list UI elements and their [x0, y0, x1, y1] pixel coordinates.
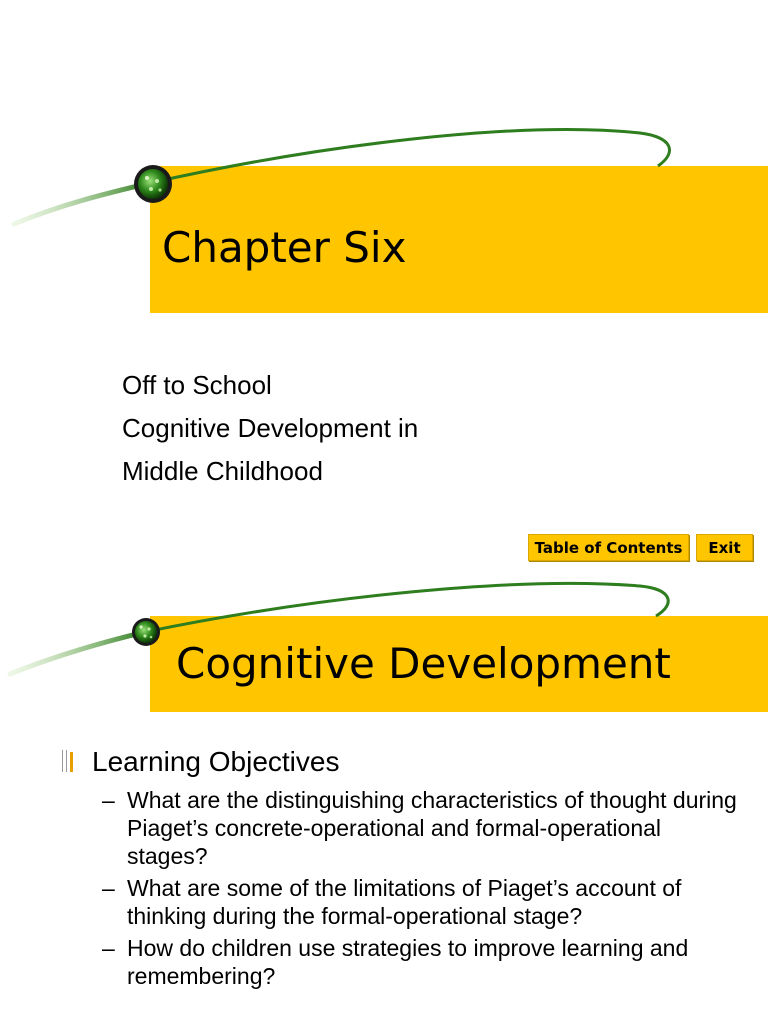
list-item: – What are some of the limitations of Piaget’s account of thinking during the formal-operational stage? — [102, 874, 742, 930]
list-item: – How do children use strategies to improve learning and remembering? — [102, 934, 742, 990]
objectives-heading-text: Learning Objectives — [92, 746, 340, 777]
green-sphere-icon — [132, 618, 160, 646]
slide-title: Cognitive Development — [176, 639, 671, 688]
table-of-contents-button[interactable]: Table of Contents — [528, 534, 689, 561]
subtitle-line: Off to School — [122, 370, 272, 400]
slide-title: Chapter Six — [162, 223, 407, 272]
subtitle-line: Cognitive Development in — [122, 413, 419, 443]
bullet-marker-icon — [62, 748, 78, 774]
exit-button[interactable]: Exit — [696, 534, 753, 561]
slide-cognitive-development — [0, 568, 768, 1024]
list-item: – What are the distinguishing characteristics of thought during Piaget’s concrete-operational and formal-operational stages? — [102, 786, 742, 870]
subtitle-line: Middle Childhood — [122, 456, 323, 486]
green-sphere-icon — [134, 165, 172, 203]
objectives-list — [102, 786, 742, 994]
swoosh-decoration — [0, 0, 768, 240]
subtitle — [122, 364, 418, 493]
objectives-heading — [62, 742, 339, 782]
